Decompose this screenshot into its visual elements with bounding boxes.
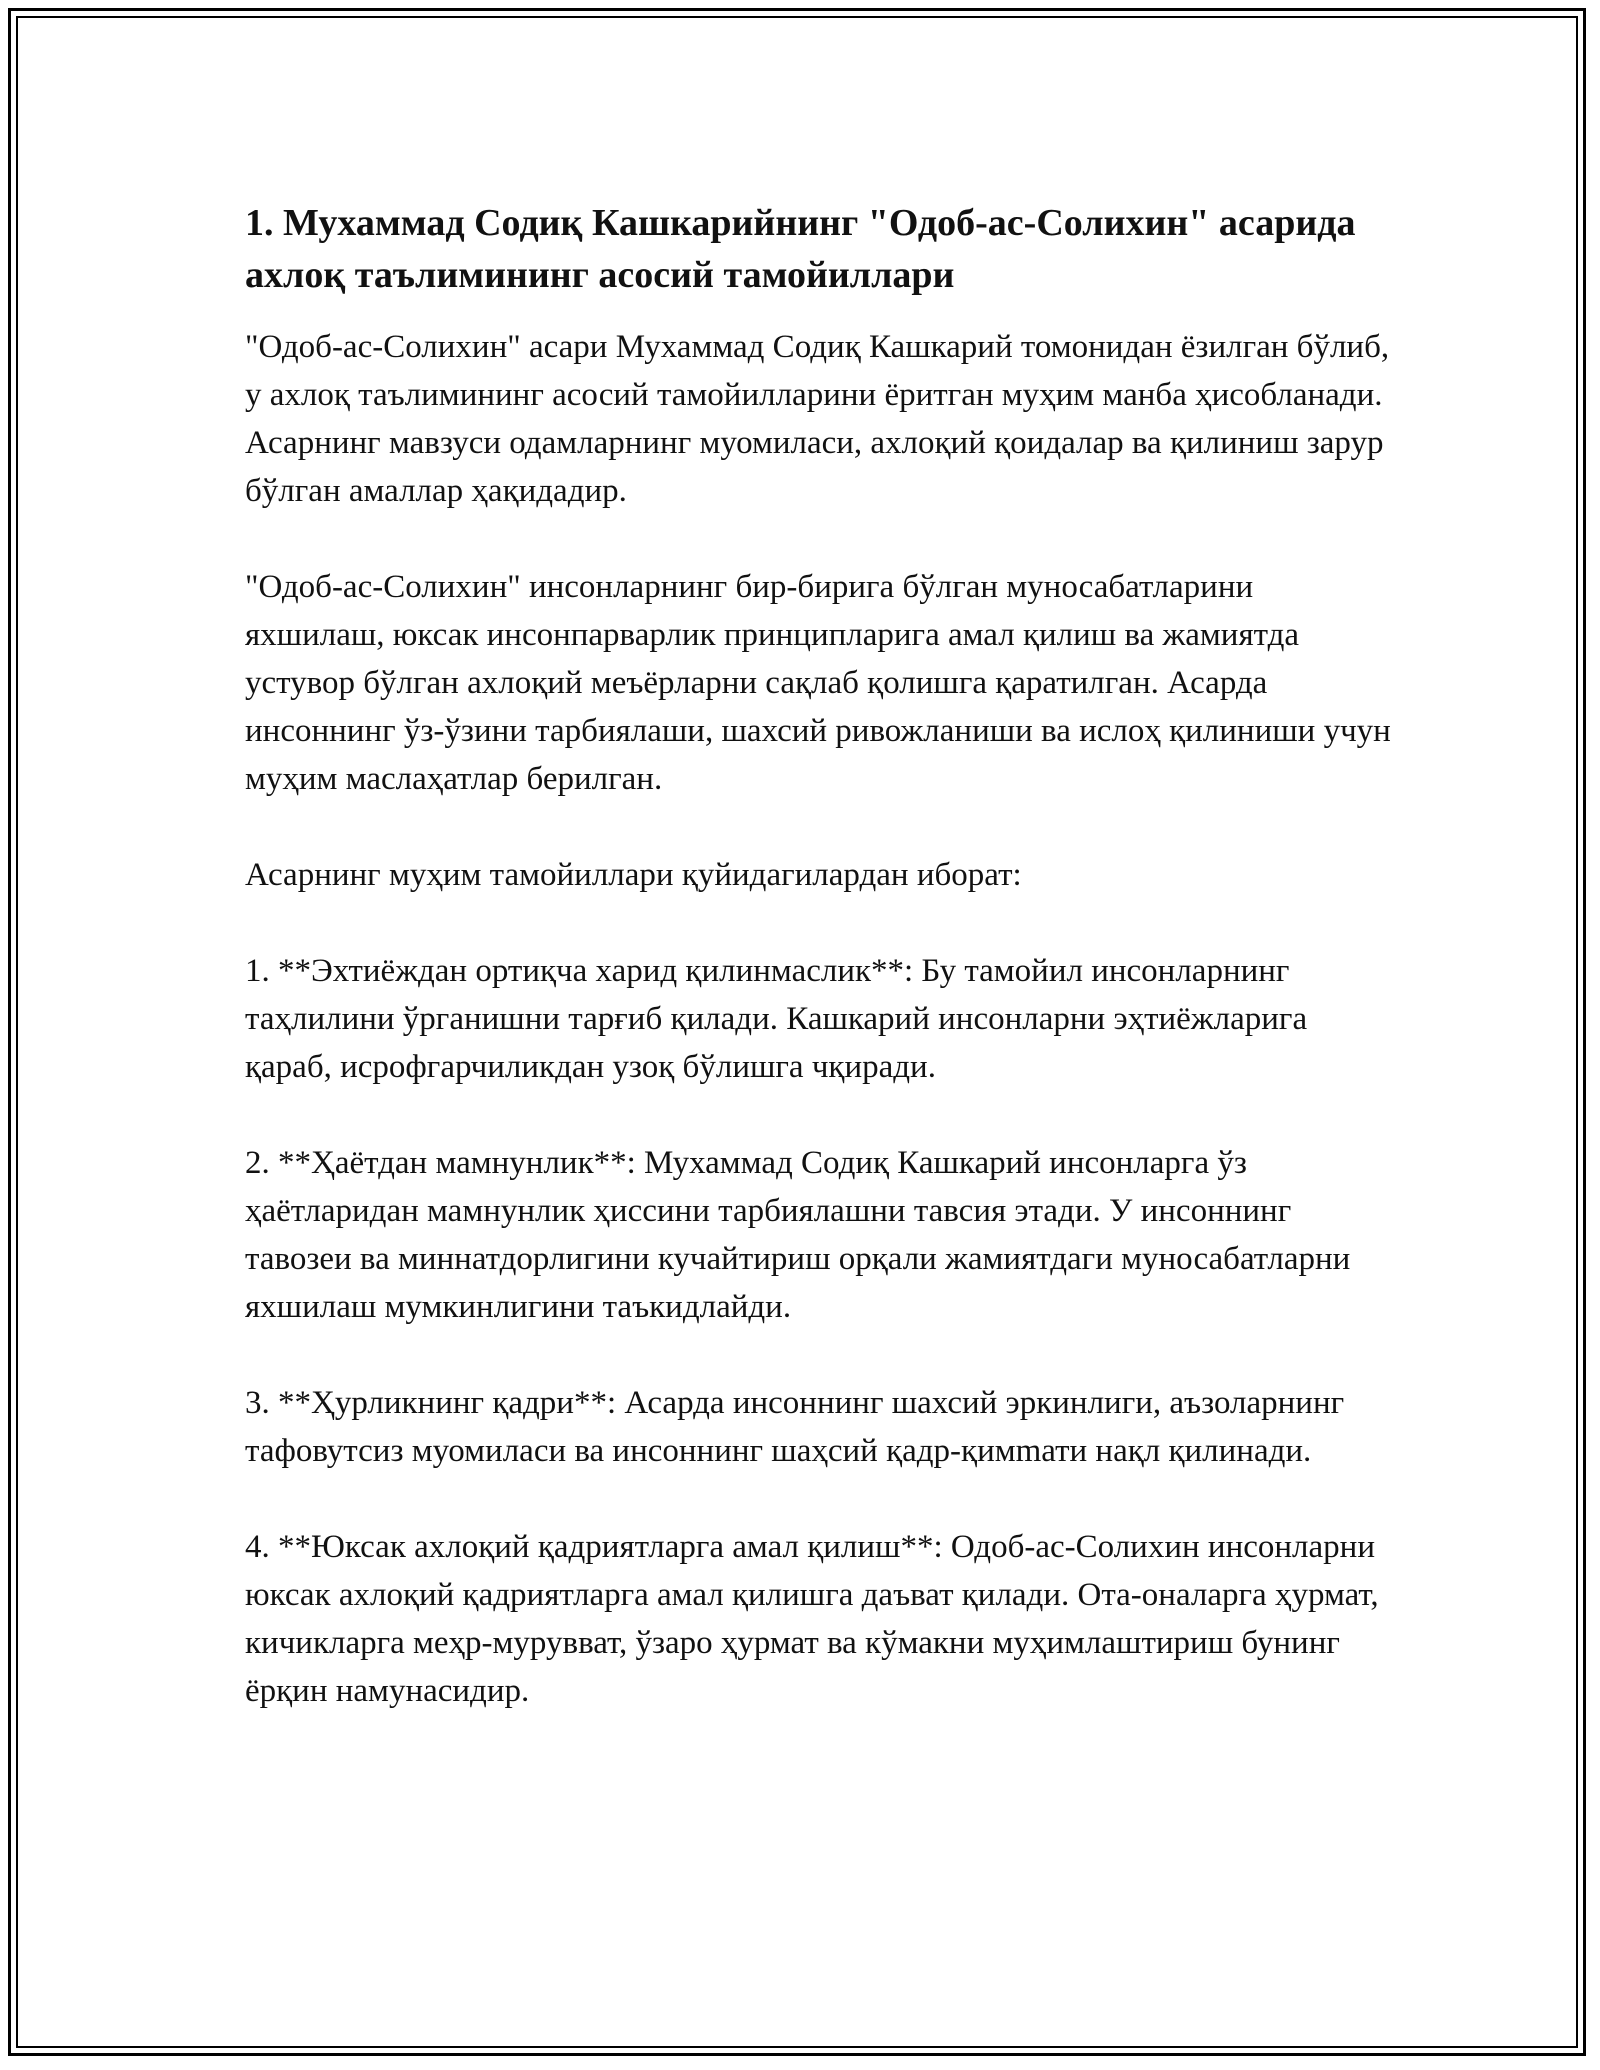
purpose-paragraph: "Одоб-ас-Солихин" инсонларнинг бир-бирига бўлган муносабатларини яхшилаш, юксак инсонпарварлик принципларига амал қилиш ва жамиятда устувор бўлган ахлоқий меъёрларни сақлаб қолишга қаратилган. Асарда инсоннинг ўз-ўзини тарбиялаши, шахсий ривожланиши ва ислоҳ қилиниши учун муҳим маслаҳатлар берилган.: [245, 569, 1391, 797]
document-title: 1. Мухаммад Содиқ Кашкарийнинг "Одоб-ас-Солихин" асарида ахлоқ таълимининг асосий тамойиллари: [245, 202, 1356, 296]
principle-2-paragraph: 2. **Ҳаётдан мамнунлик**: Мухаммад Содиқ Кашкарий инсонларга ўз ҳаётларидан мамнунлик ҳиссини тарбиялашни тавсия этади. У инсоннинг тавозеи ва миннатдорлигини кучайтириш орқали жамиятдаги муносабатларни яхшилаш мумкинлигини таъкидлайди.: [245, 1145, 1351, 1325]
intro-paragraph: "Одоб-ас-Солихин" асари Мухаммад Содиқ Кашкарий томонидан ёзилган бўлиб, у ахлоқ таълимининг асосий тамойилларини ёритган муҳим манба ҳисобланади. Асарнинг мавзуси одамларнинг муомиласи, ахлоқий қоидалар ва қилиниш зарур бўлган амаллар ҳақидадир.: [245, 329, 1390, 509]
principle-1-paragraph: 1. **Эхтиёждан ортиқча харид қилинмаслик**: Бу тамойил инсонларнинг таҳлилини ўрганишни тарғиб қилади. Кашкарий инсонларни эҳтиёжларига қараб, исрофгарчиликдан узоқ бўлишга чқиради.: [245, 953, 1308, 1085]
principles-lead-paragraph: Асарнинг муҳим тамойиллари қуйидагилардан иборат:: [245, 857, 1022, 893]
principle-3-paragraph: 3. **Ҳурликнинг қадри**: Асарда инсоннинг шахсий эркинлиги, аъзоларнинг тафовутсиз муомиласи ва инсоннинг шаҳсий қадр-қимmати нақл қилинади.: [245, 1385, 1345, 1469]
document-body: [245, 197, 1395, 1715]
principle-4-paragraph: 4. **Юксак ахлоқий қадриятларга амал қилиш**: Одоб-ас-Солихин инсонларни юксак ахлоқий қадриятларга амал қилишга даъват қилади. Ота-оналарга ҳурмат, кичикларга меҳр-мурувват, ўзаро ҳурмат ва кўмакни муҳимлаштириш бунинг ёрқин намунасидир.: [245, 1529, 1379, 1709]
page-frame: [8, 8, 1586, 2056]
